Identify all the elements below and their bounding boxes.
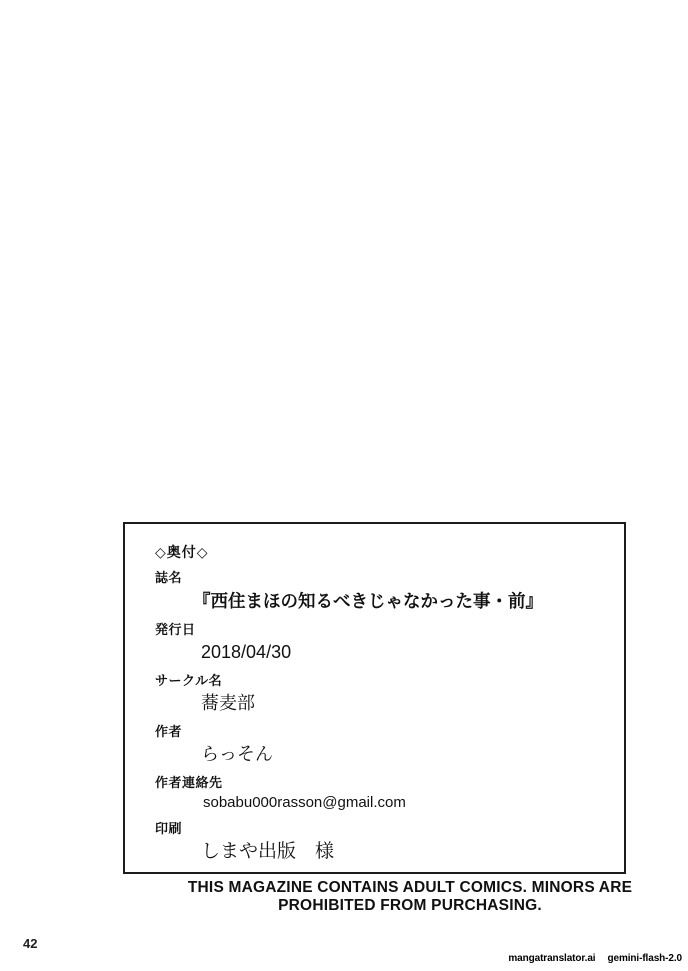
colophon-field-author <box>155 724 606 767</box>
colophon-field-circle-name <box>155 673 606 716</box>
field-value-circle-name: 蕎麦部 <box>201 693 255 713</box>
field-value-publish-date: 2018/04/30 <box>201 642 292 662</box>
translator-watermark <box>508 953 682 964</box>
adult-content-warning <box>132 879 688 915</box>
field-value-author-contact-email: sobabu000rasson@gmail.com <box>203 794 406 811</box>
colophon-box <box>123 522 626 874</box>
adult-content-warning-line2: PROHIBITED FROM PURCHASING. <box>278 897 542 914</box>
colophon-field-title <box>155 570 606 614</box>
colophon-header: ◇奥付◇ <box>155 544 209 560</box>
colophon-field-publish-date <box>155 622 606 665</box>
field-value-author: らっそん <box>201 744 273 764</box>
watermark-site-name: mangatranslator.ai <box>508 953 596 964</box>
watermark-model-name: gemini-flash-2.0 <box>607 953 682 964</box>
field-label-printer: 印刷 <box>155 821 183 836</box>
field-label-circle-name: サークル名 <box>155 673 223 688</box>
field-label-publish-date: 発行日 <box>155 622 196 637</box>
field-label-author: 作者 <box>155 724 183 739</box>
field-value-title: 『西住まほの知るべきじゃなかった事・前』 <box>193 591 543 611</box>
field-label-title: 誌名 <box>155 570 183 585</box>
adult-content-warning-line1: THIS MAGAZINE CONTAINS ADULT COMICS. MINORS ARE <box>187 879 633 896</box>
field-label-author-contact: 作者連絡先 <box>155 775 223 790</box>
field-value-printer: しまや出版 様 <box>201 841 335 862</box>
page-number: 42 <box>23 936 38 951</box>
colophon-field-author-contact <box>155 775 606 813</box>
colophon-field-printer <box>155 821 606 865</box>
